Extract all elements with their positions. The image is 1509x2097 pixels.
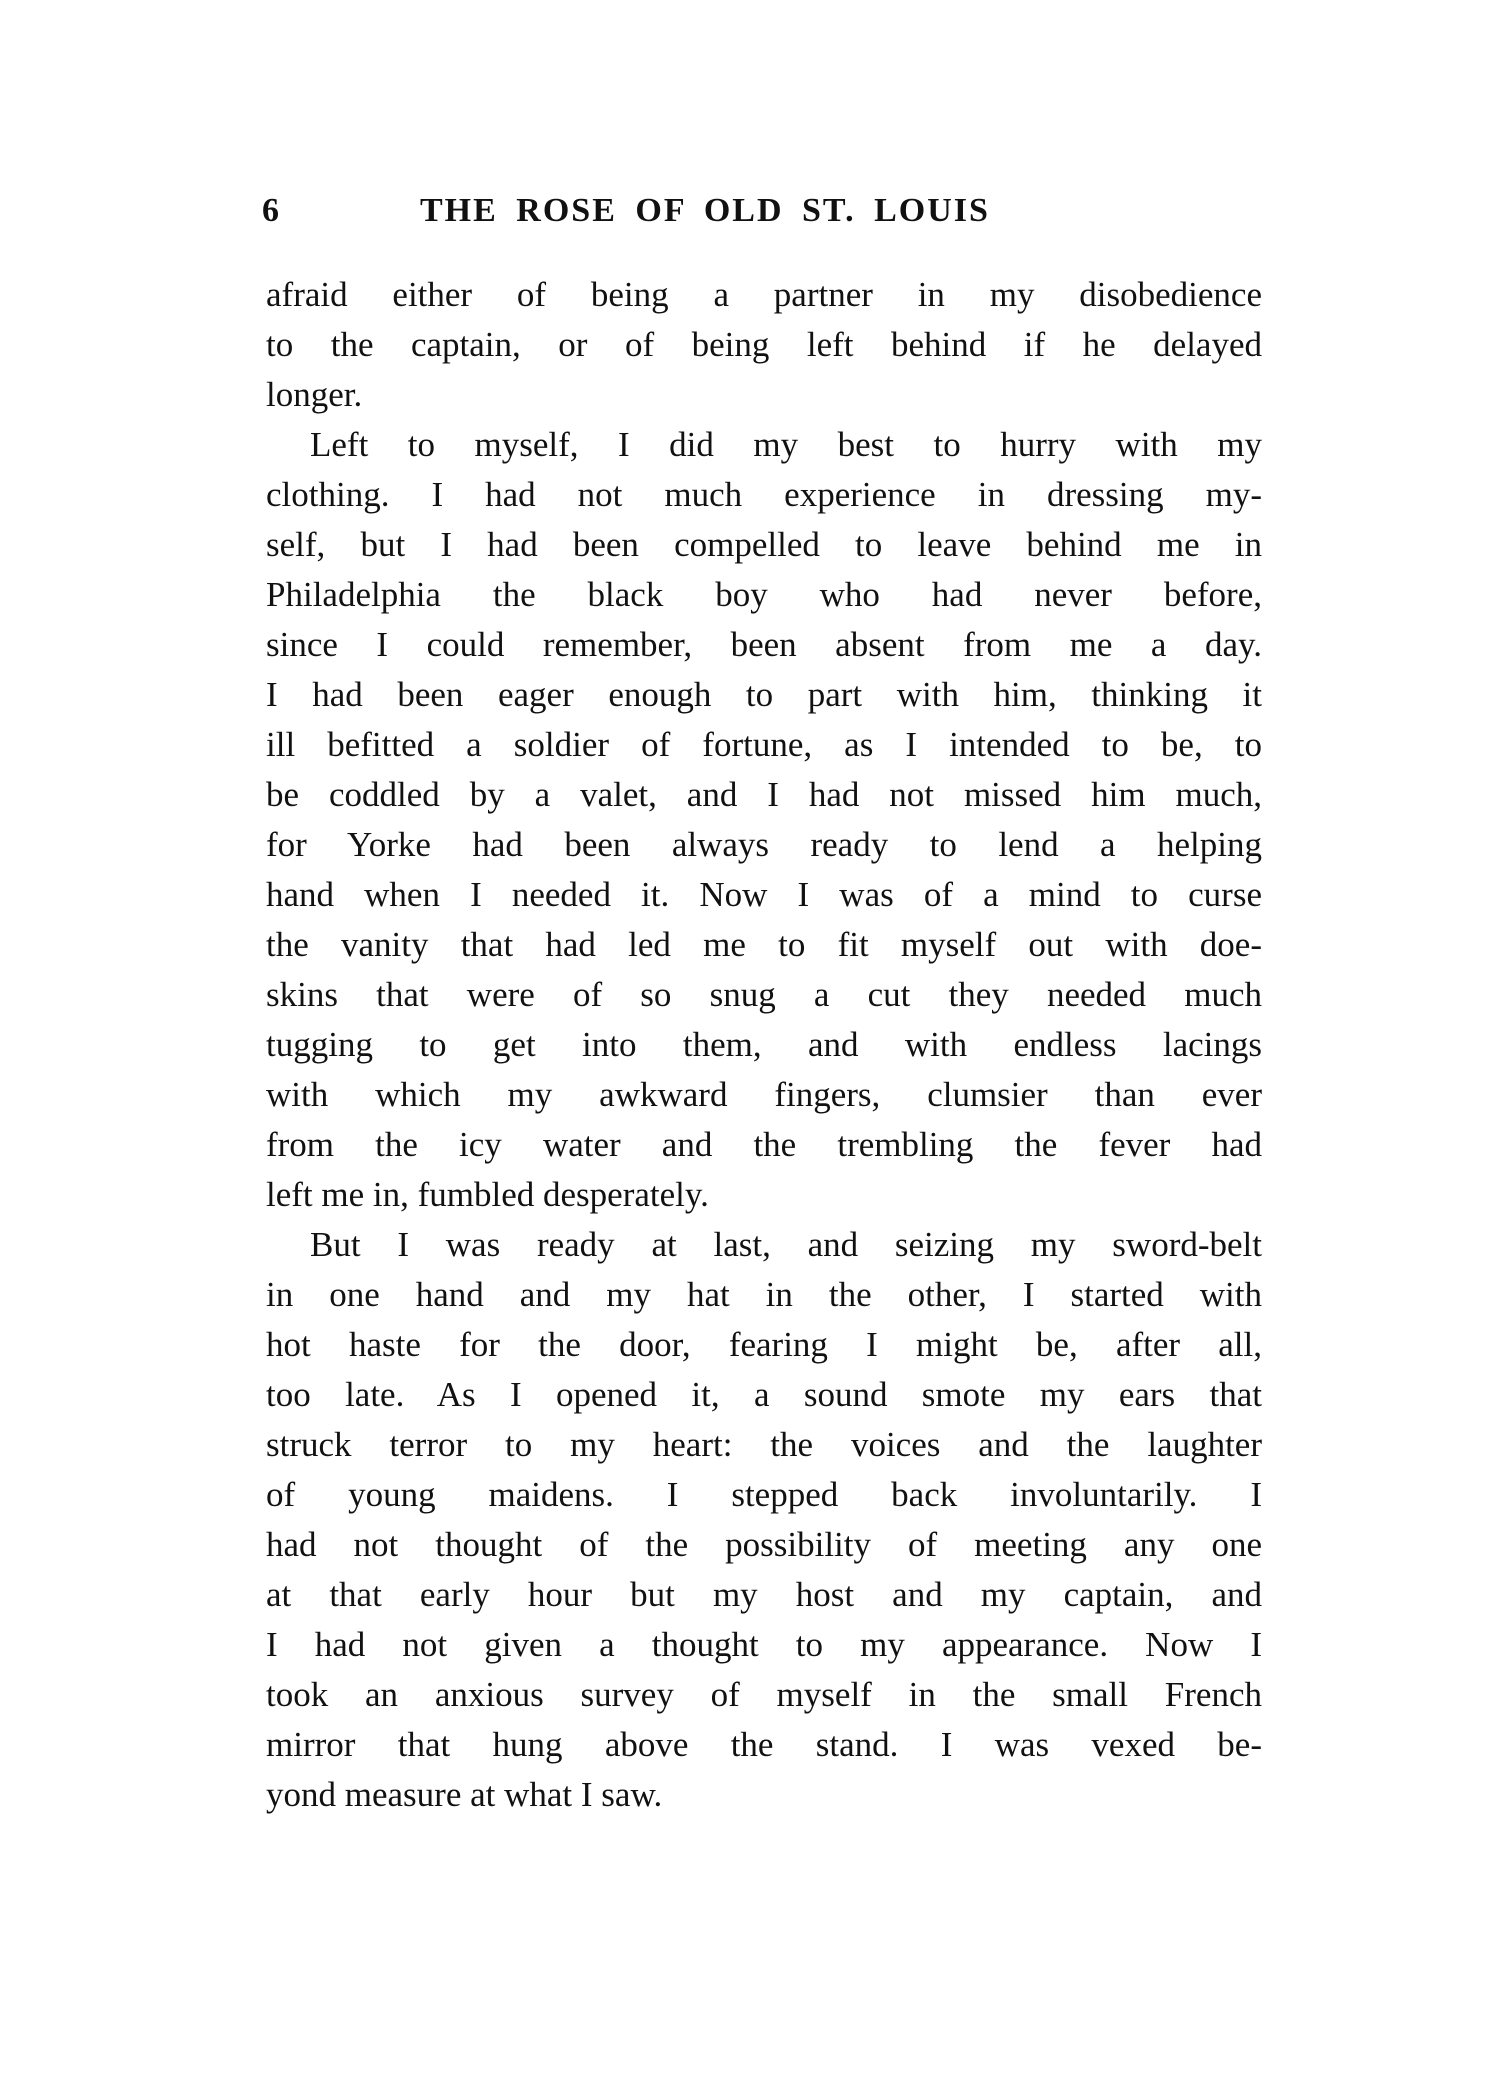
paragraph	[266, 420, 1262, 1220]
text-line: at that early hour but my host and my captain, and	[266, 1575, 1262, 1614]
text-line: to the captain, or of being left behind if he delayed	[266, 325, 1262, 364]
paragraph	[266, 1220, 1262, 1820]
text-line: took an anxious survey of myself in the small French	[266, 1675, 1262, 1714]
text-line: But I was ready at last, and seizing my sword-belt	[310, 1225, 1262, 1264]
text-line: yond measure at what I saw.	[266, 1775, 663, 1814]
text-line: had not thought of the possibility of meeting any one	[266, 1525, 1262, 1564]
text-line: since I could remember, been absent from me a day.	[266, 625, 1262, 664]
text-line: in one hand and my hat in the other, I started with	[266, 1275, 1262, 1314]
text-line: self, but I had been compelled to leave behind me in	[266, 525, 1262, 564]
page-number: 6	[262, 192, 279, 229]
text-line: the vanity that had led me to fit myself out with doe-	[266, 925, 1262, 964]
text-line: from the icy water and the trembling the fever had	[266, 1125, 1262, 1164]
text-line: too late. As I opened it, a sound smote my ears that	[266, 1375, 1262, 1414]
text-line: afraid either of being a partner in my disobedience	[266, 275, 1262, 314]
text-line: left me in, fumbled desperately.	[266, 1175, 709, 1214]
text-line: Philadelphia the black boy who had never before,	[266, 575, 1262, 614]
text-line: I had been eager enough to part with him, thinking it	[266, 675, 1262, 714]
text-line: hot haste for the door, fearing I might be, after all,	[266, 1325, 1262, 1364]
text-line: struck terror to my heart: the voices and the laughter	[266, 1425, 1262, 1464]
text-line: tugging to get into them, and with endless lacings	[266, 1025, 1262, 1064]
text-line: Left to myself, I did my best to hurry with my	[310, 425, 1262, 464]
text-line: mirror that hung above the stand. I was vexed be-	[266, 1725, 1262, 1764]
text-line: hand when I needed it. Now I was of a mind to curse	[266, 875, 1262, 914]
text-line: longer.	[266, 375, 363, 414]
paragraph	[266, 270, 1262, 420]
running-header: THE ROSE OF OLD ST. LOUIS	[420, 192, 990, 229]
text-line: for Yorke had been always ready to lend a helping	[266, 825, 1262, 864]
text-line: ill befitted a soldier of fortune, as I intended to be, to	[266, 725, 1262, 764]
text-line: I had not given a thought to my appearance. Now I	[266, 1625, 1262, 1664]
text-line: clothing. I had not much experience in dressing my-	[266, 475, 1262, 514]
page-body	[266, 270, 1262, 1820]
text-line: with which my awkward fingers, clumsier than ever	[266, 1075, 1262, 1114]
text-line: skins that were of so snug a cut they needed much	[266, 975, 1262, 1014]
text-line: of young maidens. I stepped back involuntarily. I	[266, 1475, 1262, 1514]
text-line: be coddled by a valet, and I had not missed him much,	[266, 775, 1262, 814]
